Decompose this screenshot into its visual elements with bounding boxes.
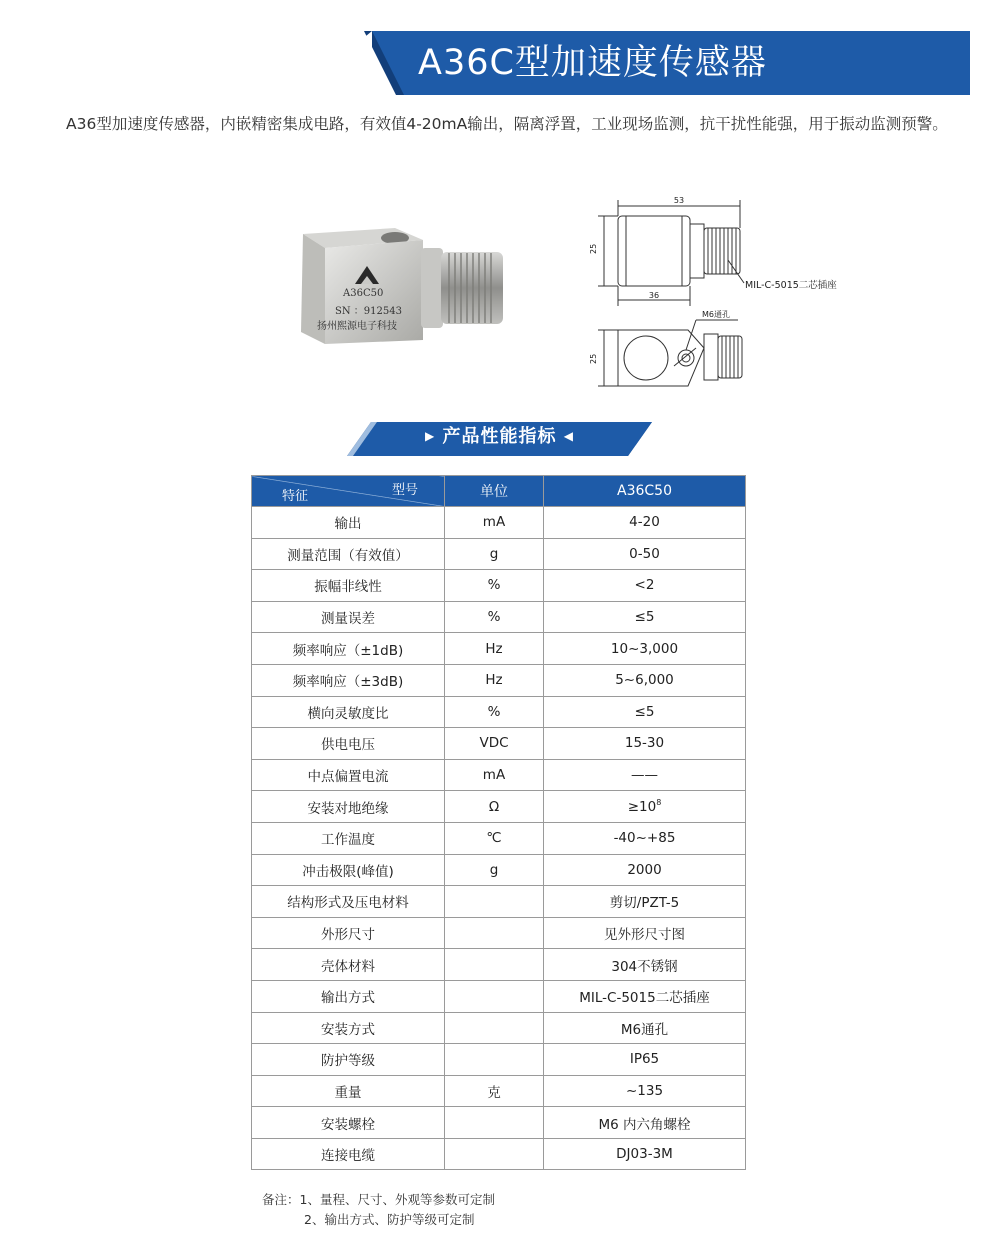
cell-unit — [445, 570, 544, 602]
cell-value — [544, 917, 746, 949]
cell-value-text: -40~+85 — [613, 830, 676, 847]
title-banner — [352, 31, 970, 95]
cell-value-text: MIL-C-5015二芯插座 — [579, 990, 710, 1007]
hole-label: M6通孔 — [702, 310, 730, 319]
cell-feature-text: 安装方式 — [321, 1021, 375, 1038]
cell-value — [544, 601, 746, 633]
cell-value — [544, 570, 746, 602]
table-row — [252, 980, 746, 1012]
cell-unit-text: Hz — [485, 640, 503, 657]
table-row — [252, 507, 746, 539]
header-value: A36C50 — [544, 476, 746, 507]
table-row — [252, 791, 746, 823]
table-row — [252, 886, 746, 918]
dim-length-label: 53 — [673, 196, 685, 205]
cell-value-text: ≥10 — [627, 799, 657, 816]
table-row — [252, 728, 746, 760]
cell-unit-text: mA — [482, 767, 506, 784]
cell-feature-text: 频率响应（±1dB) — [292, 642, 404, 659]
cell-feature — [252, 1012, 445, 1044]
cell-unit-text: Ω — [488, 798, 500, 815]
dimension-drawing — [578, 188, 848, 408]
cell-value-text: —— — [631, 767, 658, 784]
table-row — [252, 538, 746, 570]
cell-feature-text: 工作温度 — [321, 832, 375, 849]
cell-feature-text: 防护等级 — [321, 1053, 375, 1070]
table-row — [252, 1012, 746, 1044]
table-row — [252, 633, 746, 665]
cell-value-text: M6通孔 — [620, 1021, 669, 1038]
cell-feature-text: 横向灵敏度比 — [307, 705, 389, 722]
table-row — [252, 854, 746, 886]
cell-value — [544, 633, 746, 665]
cell-value-text: 10~3,000 — [610, 640, 679, 657]
cell-value — [544, 886, 746, 918]
section-title: 产品性能指标 — [442, 426, 557, 447]
cell-value-text: DJ03-3M — [616, 1146, 673, 1163]
cell-feature-text: 连接电缆 — [321, 1148, 375, 1165]
table-row — [252, 1075, 746, 1107]
cell-feature-text: 冲击极限(峰值) — [302, 863, 394, 880]
cell-value — [544, 759, 746, 791]
cell-feature-text: 测量范围（有效值） — [287, 547, 409, 564]
table-row — [252, 1044, 746, 1076]
cell-feature — [252, 854, 445, 886]
dim-height2-label: 25 — [589, 353, 598, 364]
cell-unit — [445, 759, 544, 791]
cell-feature-text: 外形尺寸 — [321, 927, 375, 944]
cell-unit — [445, 980, 544, 1012]
table-row — [252, 949, 746, 981]
cell-feature — [252, 822, 445, 854]
cell-unit — [445, 728, 544, 760]
spec-table-body — [252, 507, 746, 1170]
cell-value-text: IP65 — [629, 1051, 660, 1068]
cell-unit — [445, 538, 544, 570]
cell-feature — [252, 696, 445, 728]
page-title: A36C型加速度传感器 — [418, 43, 767, 83]
notes — [262, 1190, 495, 1230]
table-row — [252, 1138, 746, 1170]
cell-feature-text: 中点偏置电流 — [307, 769, 389, 786]
table-row — [252, 1107, 746, 1139]
cell-unit — [445, 822, 544, 854]
cell-unit — [445, 601, 544, 633]
cell-unit-text: VDC — [479, 735, 509, 752]
cell-unit — [445, 1075, 544, 1107]
table-row — [252, 822, 746, 854]
cell-feature — [252, 949, 445, 981]
cell-feature — [252, 1107, 445, 1139]
cell-value — [544, 854, 746, 886]
cell-unit — [445, 1044, 544, 1076]
cell-value — [544, 696, 746, 728]
cell-value — [544, 980, 746, 1012]
note-line-1: 备注：1、量程、尺寸、外观等参数可定制 — [262, 1192, 495, 1207]
cell-feature — [252, 507, 445, 539]
cell-feature — [252, 791, 445, 823]
photo-serial-label: SN ：912543 — [335, 306, 402, 317]
cell-unit — [445, 696, 544, 728]
connector-label: MIL-C-5015二芯插座 — [745, 280, 837, 291]
cell-unit-text: % — [487, 703, 501, 720]
cell-value-text: 15-30 — [624, 735, 665, 752]
section-header — [347, 418, 652, 456]
cell-unit-text: 克 — [487, 1084, 501, 1101]
cell-feature-text: 安装对地绝缘 — [307, 800, 389, 817]
cell-feature-text: 测量误差 — [321, 611, 375, 628]
cell-value-superscript: 8 — [656, 798, 662, 808]
header-feature-model — [252, 476, 445, 507]
cell-unit-text: Hz — [485, 672, 503, 689]
cell-value-text: 4-20 — [629, 514, 660, 531]
cell-unit — [445, 917, 544, 949]
table-header-row — [252, 476, 746, 507]
cell-feature-text: 输出方式 — [321, 990, 375, 1007]
photo-maker-label: 扬州熙源电子科技 — [317, 321, 397, 332]
note-line-2: 2、输出方式、防护等级可定制 — [304, 1212, 475, 1227]
cell-feature-text: 重量 — [334, 1084, 362, 1101]
left-arrow-icon — [352, 31, 374, 61]
cell-unit — [445, 1012, 544, 1044]
cell-unit — [445, 633, 544, 665]
cell-value — [544, 1012, 746, 1044]
cell-feature — [252, 570, 445, 602]
cell-feature-text: 结构形式及压电材料 — [287, 895, 409, 912]
header-model: 型号 — [391, 483, 418, 498]
cell-value — [544, 507, 746, 539]
cell-feature — [252, 538, 445, 570]
table-row — [252, 696, 746, 728]
cell-feature — [252, 633, 445, 665]
cell-value — [544, 1107, 746, 1139]
cell-value — [544, 822, 746, 854]
cell-unit — [445, 507, 544, 539]
cell-feature — [252, 759, 445, 791]
cell-value-text: 剪切/PZT-5 — [609, 895, 680, 912]
photo-model-label: A36C50 — [343, 288, 384, 299]
cell-value-text: ~135 — [625, 1082, 664, 1099]
cell-feature — [252, 1044, 445, 1076]
cell-value-text: 2000 — [627, 861, 662, 878]
cell-unit-text: % — [487, 577, 501, 594]
cell-value — [544, 949, 746, 981]
right-triangle-icon: ▶ — [424, 429, 436, 443]
cell-value-text: 5~6,000 — [615, 672, 674, 689]
cell-feature — [252, 917, 445, 949]
cell-unit-text: ℃ — [486, 830, 502, 847]
cell-unit — [445, 949, 544, 981]
table-row — [252, 759, 746, 791]
cell-unit-text: mA — [482, 514, 506, 531]
cell-value — [544, 664, 746, 696]
intro-paragraph: A36型加速度传感器，内嵌精密集成电路，有效值4-20mA输出，隔离浮置，工业现场监测，抗干扰性能强，用于振动监测预警。 — [66, 115, 948, 133]
cell-value — [544, 1075, 746, 1107]
cell-feature-text: 壳体材料 — [321, 958, 375, 975]
cell-value — [544, 1138, 746, 1170]
product-photo — [295, 222, 510, 352]
cell-unit — [445, 886, 544, 918]
cell-unit — [445, 1138, 544, 1170]
cell-value-text: 见外形尺寸图 — [604, 927, 685, 944]
cell-feature-text: 供电电压 — [321, 737, 375, 754]
cell-unit — [445, 854, 544, 886]
cell-feature-text: 输出 — [334, 516, 362, 533]
left-triangle-icon: ◀ — [563, 429, 575, 443]
dim-body-label: 36 — [648, 291, 660, 300]
table-row — [252, 570, 746, 602]
cell-value — [544, 791, 746, 823]
cell-feature — [252, 1075, 445, 1107]
cell-value-text: M6 内六角螺栓 — [598, 1116, 691, 1133]
cell-feature-text: 安装螺栓 — [321, 1116, 375, 1133]
cell-value — [544, 538, 746, 570]
cell-value-text: 0-50 — [629, 545, 660, 562]
cell-feature — [252, 601, 445, 633]
spec-table — [251, 475, 746, 1170]
cell-value — [544, 1044, 746, 1076]
cell-feature — [252, 728, 445, 760]
cell-value-text: <2 — [634, 577, 655, 594]
header-feature: 特征 — [282, 489, 309, 504]
cell-unit-text: % — [487, 609, 501, 626]
cell-unit — [445, 1107, 544, 1139]
table-row — [252, 664, 746, 696]
dim-height-label: 25 — [589, 243, 598, 254]
cell-unit — [445, 791, 544, 823]
header-unit: 单位 — [445, 476, 544, 507]
cell-unit-text: g — [489, 861, 499, 878]
cell-feature-text: 振幅非线性 — [314, 579, 382, 596]
table-row — [252, 601, 746, 633]
cell-feature — [252, 886, 445, 918]
table-row — [252, 917, 746, 949]
cell-feature — [252, 664, 445, 696]
cell-unit — [445, 664, 544, 696]
cell-value-text: 304不锈钢 — [611, 958, 678, 975]
cell-feature — [252, 980, 445, 1012]
cell-value-text: ≤5 — [634, 703, 655, 720]
cell-unit-text: g — [489, 545, 499, 562]
cell-feature — [252, 1138, 445, 1170]
cell-value — [544, 728, 746, 760]
cell-value-text: ≤5 — [634, 609, 655, 626]
cell-feature-text: 频率响应（±3dB) — [292, 674, 404, 691]
